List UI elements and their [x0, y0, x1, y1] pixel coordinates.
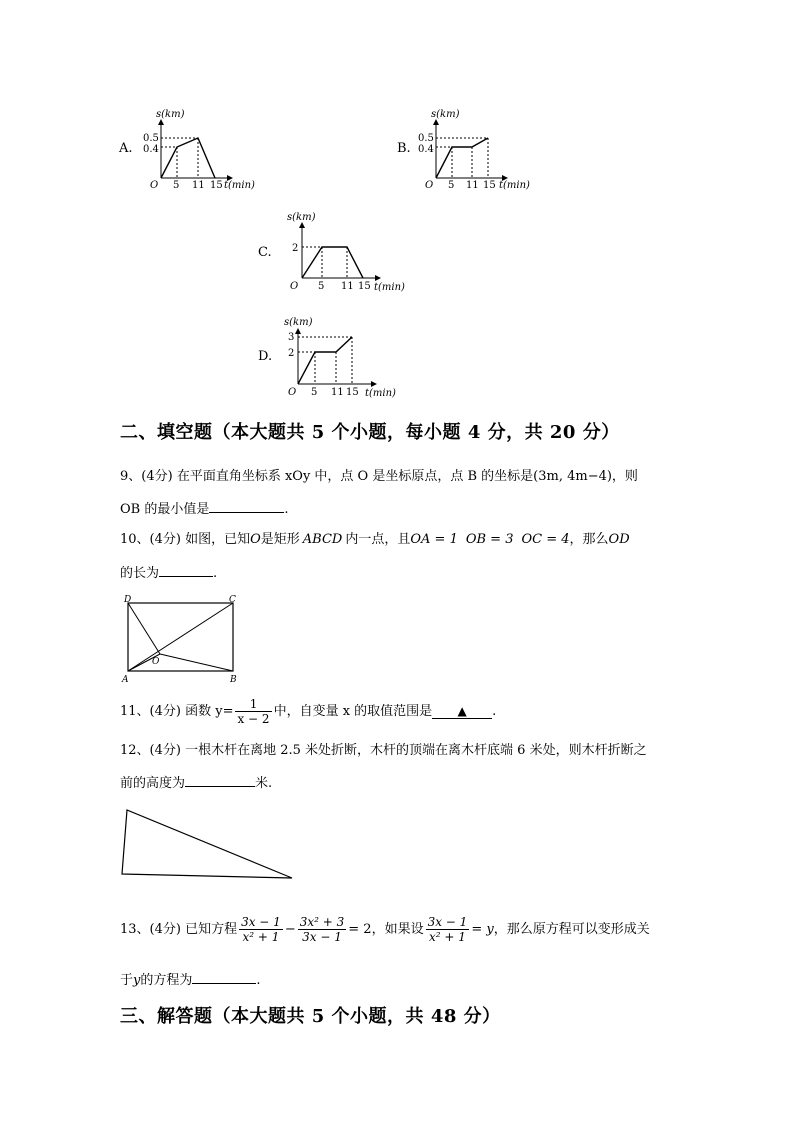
option-d-graph [280, 312, 410, 402]
x-tick-5: 5 [318, 281, 325, 292]
point-o: O [152, 657, 160, 667]
x-tick-15: 15 [346, 387, 359, 398]
y-tick-3: 3 [288, 332, 295, 343]
vertex-d: D [124, 595, 132, 605]
x-axis-label: t(min) [365, 388, 396, 399]
origin-label: O [288, 387, 297, 398]
question-13-line2: 于y的方程为 . [120, 969, 261, 991]
x-tick-15: 15 [210, 180, 223, 191]
q11-fraction: $\frac{1}{x - 2}$ [237, 697, 270, 726]
x-axis-label: t(min) [374, 282, 405, 293]
question-12-line2: 前的高度为 米. [120, 772, 272, 794]
y-tick-2: 2 [292, 243, 299, 254]
question-12-figure [118, 802, 303, 882]
option-d-label[interactable]: D. [258, 349, 273, 364]
question-9-text: OB 的最小值是 [120, 502, 210, 517]
y-tick-05: 0.5 [418, 133, 434, 144]
option-b-graph [415, 105, 535, 193]
question-10-figure [118, 592, 248, 684]
y-tick-04: 0.4 [418, 144, 434, 155]
y-tick-04: 0.4 [143, 144, 159, 155]
x-tick-11: 11 [331, 387, 344, 398]
x-tick-11: 11 [192, 180, 205, 191]
vertex-b: B [230, 675, 237, 685]
x-tick-5: 5 [448, 180, 455, 191]
origin-label: O [150, 180, 159, 191]
option-c-label[interactable]: C. [258, 245, 272, 260]
origin-label: O [425, 180, 434, 191]
question-9-line2: OB 的最小值是 . [120, 498, 288, 520]
option-a-graph [140, 105, 255, 193]
y-axis-label: s(km) [284, 317, 313, 328]
question-10-line1: 10、(4分) 如图，已知O是矩形 ABCD 内一点，且OA = 1 OB = 3 OC = 4，那么OD [120, 532, 630, 547]
option-a-label[interactable]: A. [119, 141, 133, 156]
question-11-blank[interactable] [432, 704, 492, 719]
vertex-c: C [229, 595, 236, 605]
x-tick-5: 5 [173, 180, 180, 191]
question-10-blank[interactable] [159, 562, 213, 577]
question-11: 11、(4分) 函数 y= $\frac{1}{x - 2}$ 中，自变量 x 的取值范围是 ▲ . [120, 697, 497, 726]
question-13-blank[interactable] [192, 969, 256, 984]
y-axis-label: s(km) [431, 109, 460, 120]
x-axis-label: t(min) [499, 180, 530, 191]
question-12-line1: 12、(4分) 一根木杆在离地 2.5 米处折断，木杆的顶端在离木杆底端 6 米处，则木杆折断之 [120, 743, 647, 758]
x-tick-5: 5 [311, 387, 318, 398]
option-c-graph [280, 208, 410, 296]
question-9-blank[interactable] [209, 498, 284, 513]
origin-label: O [290, 281, 299, 292]
vertex-a: A [122, 675, 129, 685]
section-2-title: 二、填空题（本大题共 5 个小题，每小题 4 分，共 20 分） [120, 422, 620, 443]
option-b-label[interactable]: B. [397, 141, 411, 156]
y-axis-label: s(km) [287, 212, 316, 223]
y-axis-label: s(km) [156, 109, 185, 120]
triangle-icon: ▲ [457, 704, 467, 718]
x-axis-label: t(min) [224, 180, 255, 191]
x-tick-11: 11 [466, 180, 479, 191]
question-12-blank[interactable] [185, 772, 255, 787]
x-tick-15: 15 [483, 180, 496, 191]
x-tick-11: 11 [341, 281, 354, 292]
x-tick-15: 15 [358, 281, 371, 292]
question-9-line1: 9、(4分) 在平面直角坐标系 xOy 中，点 O 是坐标原点，点 B 的坐标是(3m, 4m−4)，则 [120, 469, 638, 484]
question-13-line1: 13、(4分) 已知方程 $\frac{3x - 1}{\text{x² + 1}}$ − $\frac{\text{3x² + 3}}{3x - 1}$ = 2，如果设 $\frac{3x - 1}{\text{x² + 1}}$ = y，那么原方程可以变形成关 [120, 915, 650, 944]
y-tick-2: 2 [288, 348, 295, 359]
y-tick-05: 0.5 [143, 133, 159, 144]
question-10-line2: 的长为 . [120, 562, 217, 584]
section-3-title: 三、解答题（本大题共 5 个小题，共 48 分） [120, 1006, 501, 1027]
